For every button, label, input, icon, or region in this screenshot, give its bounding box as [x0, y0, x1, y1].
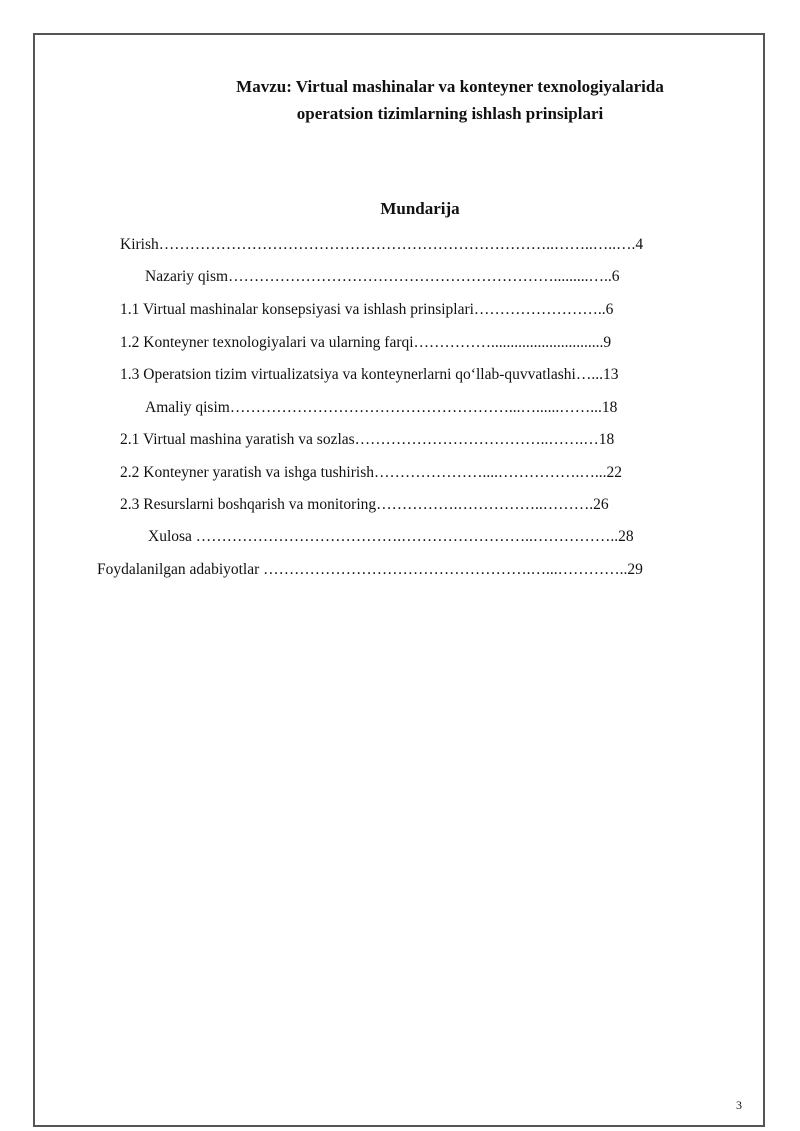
- toc-entry-1-2: 1.2 Konteyner texnologiyalari va ularning farqi…………….............................9: [120, 334, 612, 351]
- toc-entry-2-1: 2.1 Virtual mashina yaratish va sozlas………………………………..…….…18: [120, 431, 615, 448]
- title-line-2: operatsion tizimlarning ishlash prinsiplari: [296, 104, 604, 123]
- toc-entry-kirish: Kirish…………………………………………………………………..……..…..….4: [120, 236, 644, 253]
- title-line-1: Mavzu: Virtual mashinalar va konteyner texnologiyalarida: [236, 77, 664, 96]
- page-number: 3: [736, 1098, 742, 1112]
- toc-entry-2-2: 2.2 Konteyner yaratish va ishga tushirish…………………....…………….…...22: [120, 464, 622, 481]
- toc-entry-1-1: 1.1 Virtual mashinalar konsepsiyasi va ishlash prinsiplari……………………..6: [120, 301, 614, 318]
- toc-entry-2-3: 2.3 Resurslarni boshqarish va monitoring…………….……………..……….26: [120, 496, 609, 513]
- toc-entry-amaliy-qisim: Amaliy qisim………………………………………………...…......……...18: [145, 399, 618, 416]
- toc-entry-xulosa: Xulosa ………………………………….……………………..……………..28: [148, 528, 634, 545]
- toc-entry-adabiyotlar: Foydalanilgan adabiyotlar …………………………………………….…...…………..29: [97, 561, 643, 578]
- page-border: [33, 33, 765, 1127]
- toc-heading: Mundarija: [380, 199, 460, 218]
- document-title: [0, 73, 800, 127]
- toc-entry-1-3: 1.3 Operatsion tizim virtualizatsiya va konteynerlarni qo‘llab-quvvatlashi…...13: [120, 366, 619, 383]
- toc-entry-nazariy-qism: Nazariy qism……………………………………………………….........…..6: [145, 268, 620, 285]
